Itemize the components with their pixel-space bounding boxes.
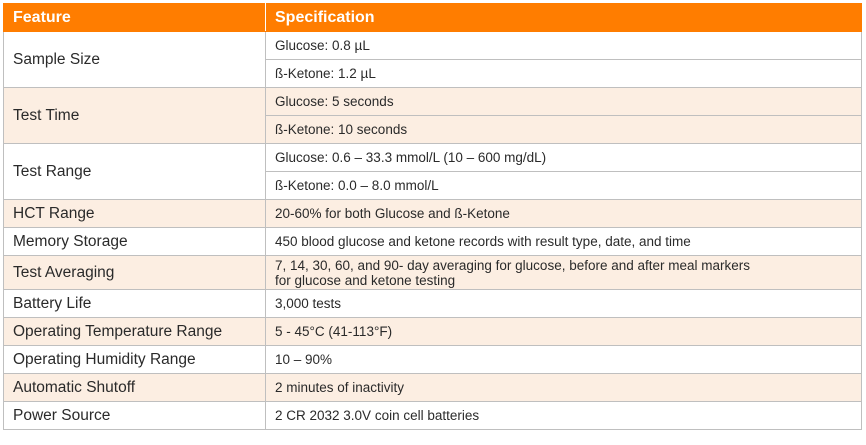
spec-line: for glucose and ketone testing <box>275 272 456 288</box>
spec-cell: 20-60% for both Glucose and ß-Ketone <box>266 200 862 228</box>
spec-cell: Glucose: 5 seconds <box>266 88 862 116</box>
feature-cell: Battery Life <box>4 290 266 318</box>
table-row <box>4 402 862 430</box>
spec-cell: 5 - 45°C (41-113°F) <box>266 318 862 346</box>
table-row <box>4 144 862 172</box>
table-header-row <box>4 4 862 32</box>
feature-cell: Sample Size <box>4 32 266 88</box>
feature-cell: Operating Humidity Range <box>4 346 266 374</box>
spec-line: 7, 14, 30, 60, and 90- day averaging for glucose, before and after meal markers <box>275 257 751 273</box>
header-specification: Specification <box>266 4 862 32</box>
feature-cell: Memory Storage <box>4 228 266 256</box>
feature-cell: Test Time <box>4 88 266 144</box>
spec-cell: 2 minutes of inactivity <box>266 374 862 402</box>
spec-cell <box>266 256 862 290</box>
spec-cell: 450 blood glucose and ketone records with result type, date, and time <box>266 228 862 256</box>
feature-cell: Test Range <box>4 144 266 200</box>
spec-cell: ß-Ketone: 10 seconds <box>266 116 862 144</box>
table-row <box>4 256 862 290</box>
table-row <box>4 88 862 116</box>
table-row <box>4 290 862 318</box>
feature-cell: Test Averaging <box>4 256 266 290</box>
spec-cell: 2 CR 2032 3.0V coin cell batteries <box>266 402 862 430</box>
spec-cell: 3,000 tests <box>266 290 862 318</box>
table-row <box>4 200 862 228</box>
specification-table <box>3 3 862 430</box>
table-row <box>4 346 862 374</box>
table-row <box>4 228 862 256</box>
header-feature: Feature <box>4 4 266 32</box>
spec-cell: ß-Ketone: 1.2 µL <box>266 60 862 88</box>
spec-cell: 10 – 90% <box>266 346 862 374</box>
table-row <box>4 318 862 346</box>
feature-cell: HCT Range <box>4 200 266 228</box>
table-row <box>4 32 862 60</box>
table-row <box>4 374 862 402</box>
spec-cell: Glucose: 0.6 – 33.3 mmol/L (10 – 600 mg/dL) <box>266 144 862 172</box>
feature-cell: Power Source <box>4 402 266 430</box>
feature-cell: Automatic Shutoff <box>4 374 266 402</box>
spec-cell: ß-Ketone: 0.0 – 8.0 mmol/L <box>266 172 862 200</box>
feature-cell: Operating Temperature Range <box>4 318 266 346</box>
spec-cell: Glucose: 0.8 µL <box>266 32 862 60</box>
